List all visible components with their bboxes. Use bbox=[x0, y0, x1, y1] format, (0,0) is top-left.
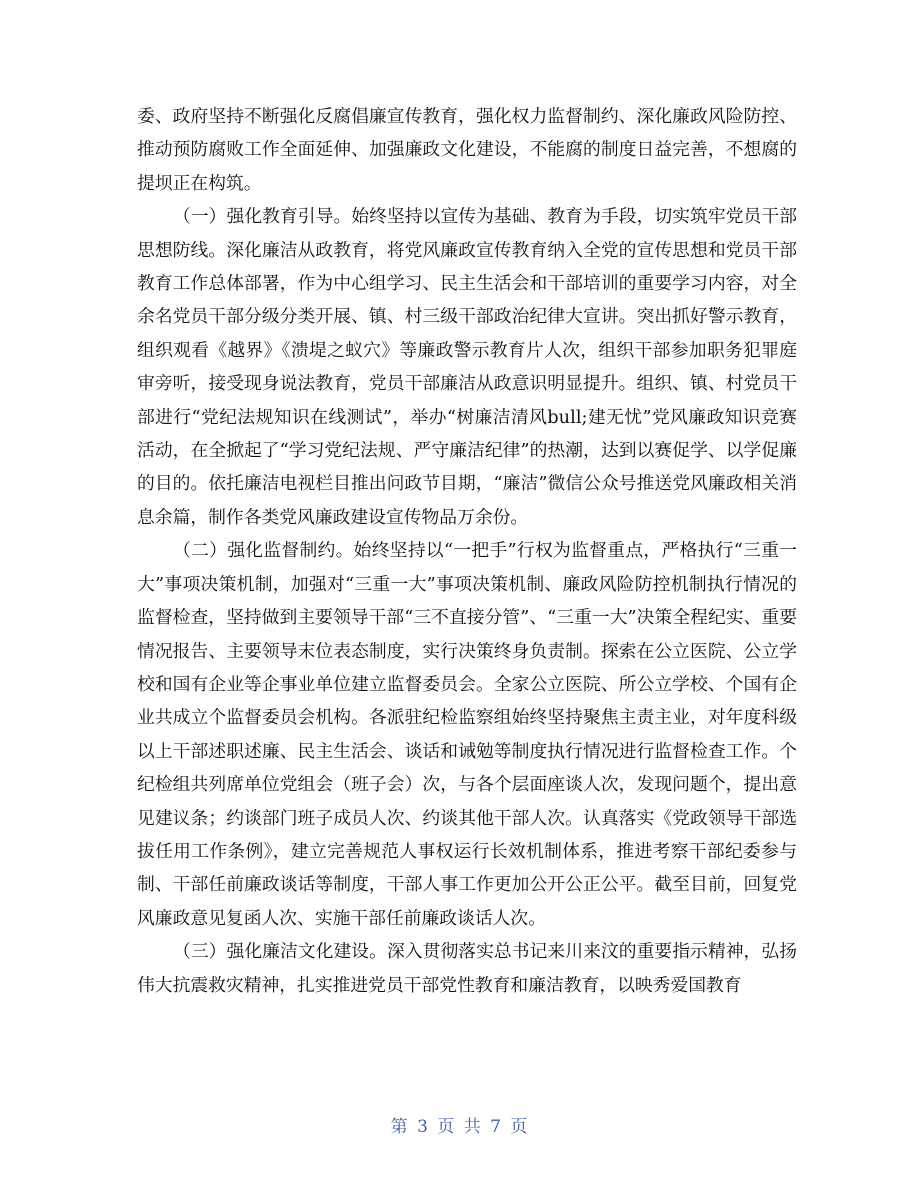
paragraph-integrity-culture: （三）强化廉洁文化建设。深入贯彻落实总书记来川来汶的重要指示精神，弘扬伟大抗震救灾精神，扎实推进党员干部党性教育和廉洁教育，以映秀爱国教育 bbox=[137, 941, 797, 996]
document-body bbox=[137, 100, 797, 1002]
page-number-footer: 第 3 页 共 7 页 bbox=[390, 1117, 530, 1137]
paragraph-education-guidance: （一）强化教育引导。始终坚持以宣传为基础、教育为手段，切实筑牢党员干部思想防线。深化廉洁从政教育，将党风廉政宣传教育纳入全党的宣传思想和党员干部教育工作总体部署，作为中心组学习、民主生活会和干部培训的重要学习内容，对全余名党员干部分级分类开展、镇、村三级干部政治纪律大宣讲。突出抓好警示教育，组织观看《越界》《溃堤之蚁穴》等廉政警示教育片人次，组织干部参加职务犯罪庭审旁听，接受现身说法教育，党员干部廉洁从政意识明显提升。组织、镇、村党员干部进行“党纪法规知识在线测试”，举办“树廉洁清风bull;建无忧”党风廉政知识竞赛活动，在全掀起了“学习党纪法规、严守廉洁纪律”的热潮，达到以赛促学、以学促廉的目的。依托廉洁电视栏目推出问政节目期，“廉洁”微信公众号推送党风廉政相关消息余篇，制作各类党风廉政建设宣传物品万余份。 bbox=[137, 206, 797, 528]
paragraph-supervision-constraint: （二）强化监督制约。始终坚持以“一把手”行权为监督重点，严格执行“三重一大”事项决策机制，加强对“三重一大”事项决策机制、廉政风险防控机制执行情况的监督检查，坚持做到主要领导干部“三不直接分管”、“三重一大”决策全程纪实、重要情况报告、主要领导末位表态制度，实行决策终身负责制。探索在公立医院、公立学校和国有企业等企事业单位建立监督委员会。全家公立医院、所公立学校、个国有企业共成立个监督委员会机构。各派驻纪检监察组始终坚持聚焦主责主业，对年度科级以上干部述职述廉、民主生活会、谈话和诫勉等制度执行情况进行监督检查工作。个纪检组共列席单位党组会（班子会）次，与各个层面座谈人次，发现问题个，提出意见建议条；约谈部门班子成员人次、约谈其他干部人次。认真落实《党政领导干部选拔任用工作条例》，建立完善规范人事权运行长效机制体系，推进考察干部纪委参与制、干部任前廉政谈话等制度，干部人事工作更加公开公正公平。截至目前，回复党风廉政意见复函人次、实施干部任前廉政谈话人次。 bbox=[137, 540, 797, 929]
paragraph-continuation: 委、政府坚持不断强化反腐倡廉宣传教育，强化权力监督制约、深化廉政风险防控、推动预防腐败工作全面延伸、加强廉政文化建设，不能腐的制度日益完善，不想腐的提坝正在构筑。 bbox=[137, 106, 797, 194]
